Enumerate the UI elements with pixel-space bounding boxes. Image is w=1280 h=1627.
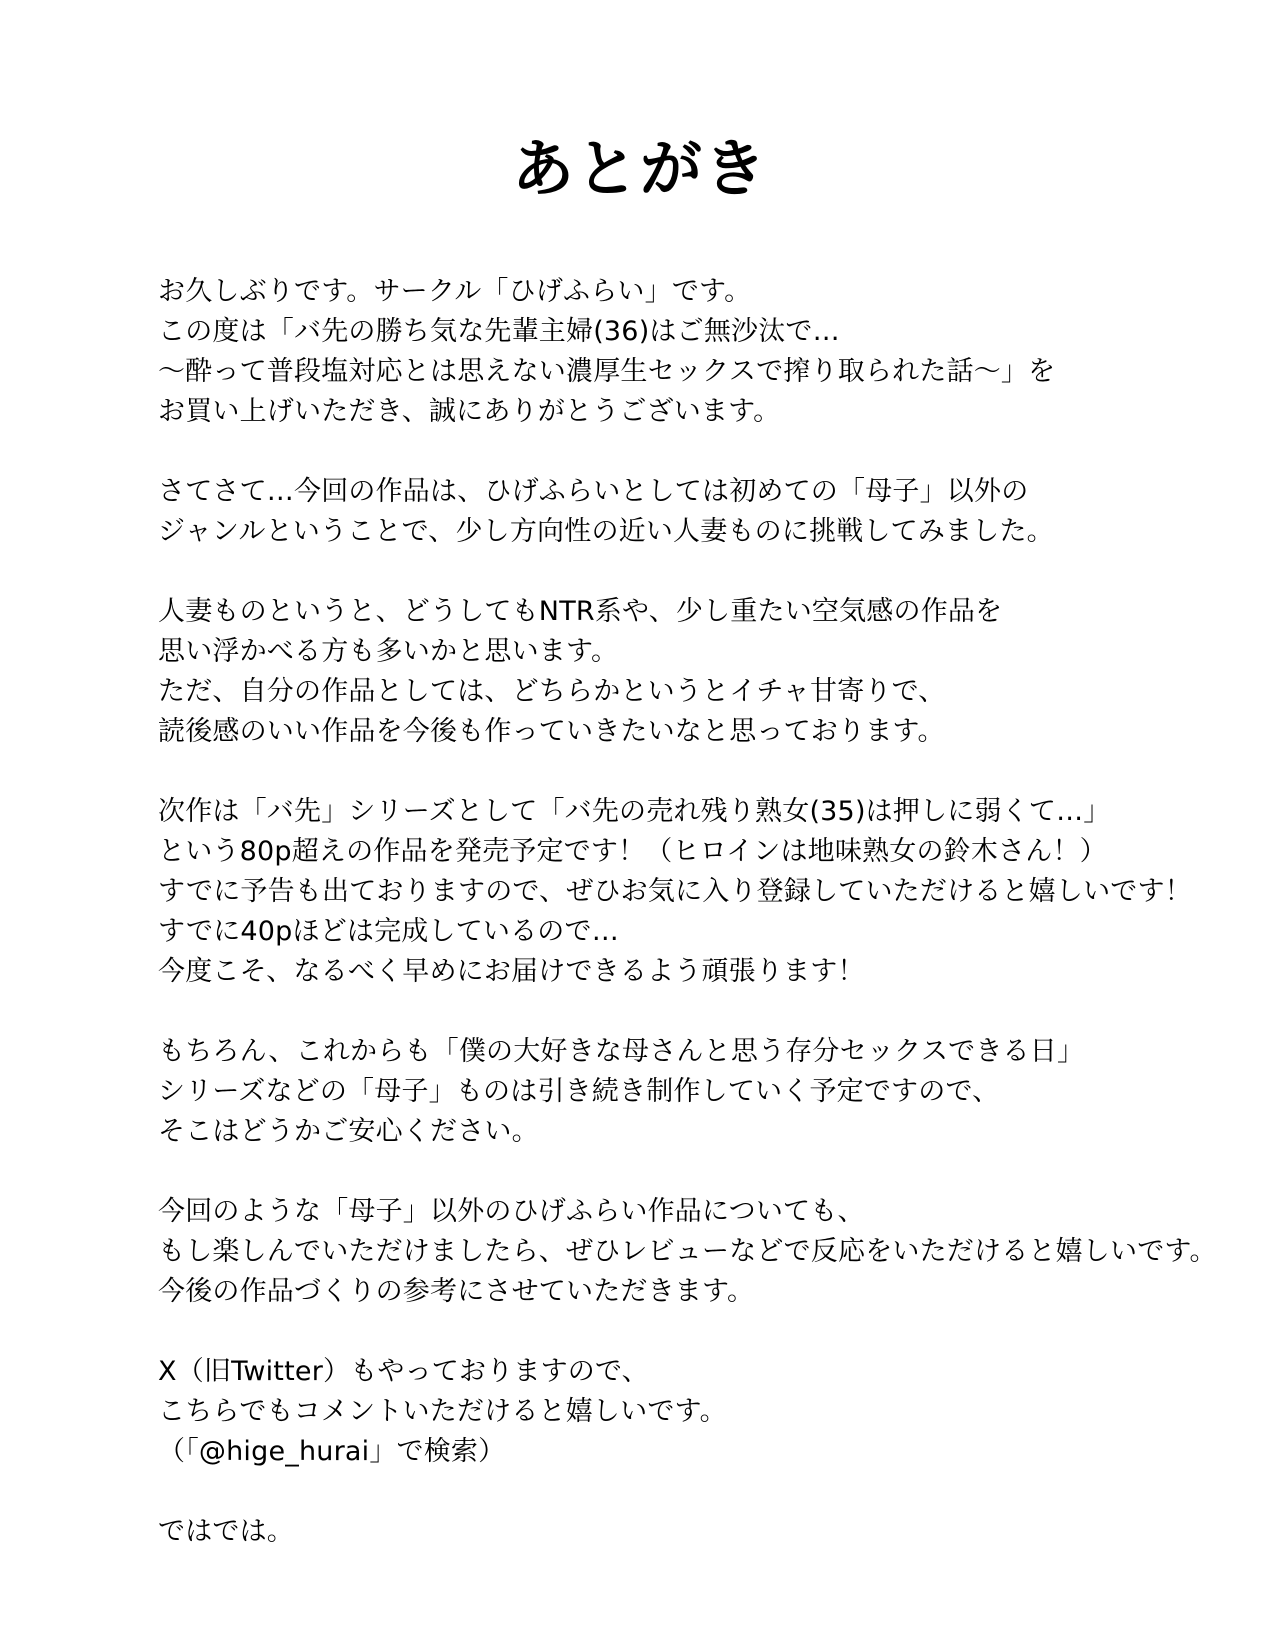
text-line: お買い上げいただき、誠にありがとうございます。	[158, 396, 781, 427]
text-line: こちらでもコメントいただけると嬉しいです。	[158, 1396, 727, 1427]
text-line: お久しぶりです。サークル「ひげふらい」です。	[158, 276, 752, 307]
text-line: ただ、自分の作品としては、どちらかというとイチャ甘寄りで、	[158, 676, 946, 707]
paragraph-social	[158, 1352, 1238, 1472]
text-line: 今回のような「母子」以外のひげふらい作品についても、	[158, 1196, 865, 1227]
paragraph-closing	[158, 1512, 1238, 1552]
text-line: 人妻ものというと、どうしてもNTR系や、少し重たい空気感の作品を	[158, 596, 1003, 627]
text-line: 今度こそ、なるべく早めにお届けできるよう頑張ります！	[158, 956, 865, 987]
text-line: もし楽しんでいただけましたら、ぜひレビューなどで反応をいただけると嬉しいです。	[158, 1236, 1217, 1267]
paragraph-genre	[158, 472, 1238, 552]
text-line: すでに予告も出ておりますので、ぜひお気に入り登録していただけると嬉しいです！	[158, 876, 1192, 907]
paragraph-next-work	[158, 792, 1238, 992]
text-line: （「@hige_hurai」で検索）	[158, 1436, 506, 1467]
text-line: という80p超えの作品を発売予定です！（ヒロインは地味熟女の鈴木さん！）	[158, 836, 1107, 867]
paragraph-review	[158, 1192, 1238, 1312]
text-line: さてさて…今回の作品は、ひげふらいとしては初めての「母子」以外の	[158, 476, 1029, 507]
text-line: ジャンルということで、少し方向性の近い人妻ものに挑戦してみました。	[158, 516, 1054, 547]
text-line: ではでは。	[158, 1516, 294, 1547]
text-line: シリーズなどの「母子」ものは引き続き制作していく予定ですので、	[158, 1076, 1000, 1107]
text-line: すでに40pほどは完成しているので…	[158, 916, 619, 947]
paragraph-tone	[158, 592, 1238, 752]
text-line: 次作は「バ先」シリーズとして「バ先の売れ残り熟女(35)は押しに弱くて…」	[158, 796, 1111, 827]
text-line: 思い浮かべる方も多いかと思います。	[158, 636, 619, 667]
text-line: この度は「バ先の勝ち気な先輩主婦(36)はご無沙汰で…	[158, 316, 840, 347]
paragraph-greeting	[158, 272, 1238, 432]
text-line: そこはどうかご安心ください。	[158, 1116, 539, 1147]
text-line: X（旧Twitter）もやっておりますので、	[158, 1356, 649, 1387]
paragraph-series	[158, 1032, 1238, 1152]
text-line: 〜酔って普段塩対応とは思えない濃厚生セックスで搾り取られた話〜」を	[158, 356, 1056, 387]
page-title: あとがき	[511, 132, 768, 205]
text-line: 今後の作品づくりの参考にさせていただきます。	[158, 1276, 755, 1307]
text-line: もちろん、これからも「僕の大好きな母さんと思う存分セックスできる日」	[158, 1036, 1085, 1067]
text-line: 読後感のいい作品を今後も作っていきたいなと思っております。	[158, 716, 945, 747]
afterword-body	[158, 272, 1238, 1592]
